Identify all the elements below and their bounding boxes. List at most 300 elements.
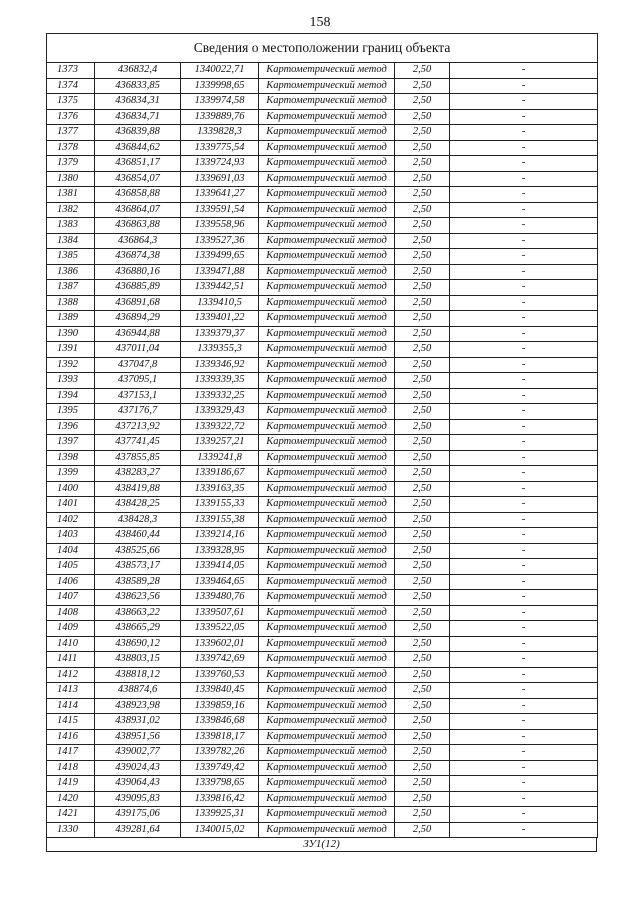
cell-point-number: 1388 [47, 295, 95, 311]
cell-coordinate-x: 438663,22 [95, 605, 181, 621]
table-row [47, 187, 598, 203]
cell-method: Картометрический метод [259, 791, 395, 807]
cell-coordinate-x: 437176,7 [95, 404, 181, 420]
cell-point-number: 1420 [47, 791, 95, 807]
cell-method: Картометрический метод [259, 636, 395, 652]
cell-coordinate-y: 1339322,72 [181, 419, 259, 435]
cell-coordinate-y: 1339602,01 [181, 636, 259, 652]
cell-point-number: 1401 [47, 497, 95, 513]
cell-accuracy: 2,50 [395, 822, 450, 838]
cell-method: Картометрический метод [259, 512, 395, 528]
cell-description: - [450, 714, 598, 730]
cell-coordinate-y: 1339346,92 [181, 357, 259, 373]
cell-coordinate-x: 436874,38 [95, 249, 181, 265]
cell-description: - [450, 388, 598, 404]
cell-coordinate-x: 436863,88 [95, 218, 181, 234]
cell-point-number: 1374 [47, 78, 95, 94]
cell-coordinate-x: 436944,88 [95, 326, 181, 342]
table-row [47, 295, 598, 311]
cell-point-number: 1413 [47, 683, 95, 699]
cell-method: Картометрический метод [259, 218, 395, 234]
cell-method: Картометрический метод [259, 481, 395, 497]
cell-description: - [450, 807, 598, 823]
cell-point-number: 1405 [47, 559, 95, 575]
cell-coordinate-x: 437213,92 [95, 419, 181, 435]
table-row [47, 574, 598, 590]
cell-accuracy: 2,50 [395, 683, 450, 699]
cell-method: Картометрический метод [259, 233, 395, 249]
cell-method: Картометрический метод [259, 202, 395, 218]
table-title: Сведения о местоположении границ объекта [47, 34, 598, 63]
cell-coordinate-y: 1339410,5 [181, 295, 259, 311]
cell-description: - [450, 342, 598, 358]
cell-description: - [450, 590, 598, 606]
table-row [47, 714, 598, 730]
cell-description: - [450, 94, 598, 110]
cell-description: - [450, 528, 598, 544]
cell-coordinate-x: 438283,27 [95, 466, 181, 482]
cell-coordinate-x: 438665,29 [95, 621, 181, 637]
table-row [47, 636, 598, 652]
cell-coordinate-y: 1339974,58 [181, 94, 259, 110]
cell-coordinate-y: 1339527,36 [181, 233, 259, 249]
cell-description: - [450, 667, 598, 683]
cell-accuracy: 2,50 [395, 652, 450, 668]
cell-accuracy: 2,50 [395, 388, 450, 404]
cell-coordinate-x: 436885,89 [95, 280, 181, 296]
cell-description: - [450, 249, 598, 265]
cell-description: - [450, 187, 598, 203]
cell-description: - [450, 652, 598, 668]
cell-method: Картометрический метод [259, 187, 395, 203]
cell-coordinate-y: 1339339,35 [181, 373, 259, 389]
cell-method: Картометрический метод [259, 264, 395, 280]
cell-method: Картометрический метод [259, 435, 395, 451]
cell-accuracy: 2,50 [395, 745, 450, 761]
table-row [47, 202, 598, 218]
cell-accuracy: 2,50 [395, 94, 450, 110]
cell-coordinate-y: 1339816,42 [181, 791, 259, 807]
cell-description: - [450, 233, 598, 249]
cell-point-number: 1421 [47, 807, 95, 823]
cell-description: - [450, 729, 598, 745]
cell-point-number: 1411 [47, 652, 95, 668]
cell-method: Картометрический метод [259, 822, 395, 838]
cell-point-number: 1408 [47, 605, 95, 621]
cell-point-number: 1400 [47, 481, 95, 497]
cell-coordinate-y: 1340015,02 [181, 822, 259, 838]
cell-accuracy: 2,50 [395, 78, 450, 94]
cell-description: - [450, 698, 598, 714]
cell-description: - [450, 574, 598, 590]
cell-method: Картометрический метод [259, 357, 395, 373]
cell-coordinate-y: 1339379,37 [181, 326, 259, 342]
cell-accuracy: 2,50 [395, 233, 450, 249]
cell-description: - [450, 481, 598, 497]
cell-method: Картометрический метод [259, 466, 395, 482]
table-row [47, 109, 598, 125]
cell-accuracy: 2,50 [395, 605, 450, 621]
cell-coordinate-y: 1339691,03 [181, 171, 259, 187]
cell-coordinate-x: 436844,62 [95, 140, 181, 156]
cell-point-number: 1404 [47, 543, 95, 559]
cell-coordinate-y: 1339859,16 [181, 698, 259, 714]
page-number: 158 [309, 15, 331, 30]
cell-coordinate-y: 1339724,93 [181, 156, 259, 172]
cell-point-number: 1392 [47, 357, 95, 373]
table-row [47, 342, 598, 358]
table-row [47, 760, 598, 776]
table-row [47, 807, 598, 823]
cell-description: - [450, 419, 598, 435]
cell-point-number: 1393 [47, 373, 95, 389]
cell-accuracy: 2,50 [395, 791, 450, 807]
cell-coordinate-x: 438923,98 [95, 698, 181, 714]
cell-description: - [450, 156, 598, 172]
cell-point-number: 1410 [47, 636, 95, 652]
table-row [47, 125, 598, 141]
cell-method: Картометрический метод [259, 590, 395, 606]
cell-method: Картометрический метод [259, 652, 395, 668]
cell-method: Картометрический метод [259, 760, 395, 776]
cell-coordinate-y: 1339840,45 [181, 683, 259, 699]
cell-point-number: 1386 [47, 264, 95, 280]
table-row [47, 481, 598, 497]
cell-method: Картометрический метод [259, 373, 395, 389]
cell-accuracy: 2,50 [395, 63, 450, 79]
cell-description: - [450, 450, 598, 466]
cell-accuracy: 2,50 [395, 156, 450, 172]
cell-coordinate-y: 1339163,35 [181, 481, 259, 497]
cell-method: Картометрический метод [259, 94, 395, 110]
cell-coordinate-y: 1339641,27 [181, 187, 259, 203]
table-row [47, 512, 598, 528]
cell-accuracy: 2,50 [395, 621, 450, 637]
cell-coordinate-x: 439024,43 [95, 760, 181, 776]
table-row [47, 435, 598, 451]
cell-coordinate-x: 436832,4 [95, 63, 181, 79]
cell-accuracy: 2,50 [395, 714, 450, 730]
cell-accuracy: 2,50 [395, 357, 450, 373]
cell-method: Картометрический метод [259, 667, 395, 683]
cell-description: - [450, 357, 598, 373]
cell-coordinate-x: 437047,8 [95, 357, 181, 373]
cell-accuracy: 2,50 [395, 512, 450, 528]
cell-coordinate-x: 438419,88 [95, 481, 181, 497]
cell-coordinate-y: 1339742,69 [181, 652, 259, 668]
cell-point-number: 1379 [47, 156, 95, 172]
cell-description: - [450, 202, 598, 218]
cell-coordinate-x: 437741,45 [95, 435, 181, 451]
cell-coordinate-y: 1339775,54 [181, 140, 259, 156]
cell-method: Картометрический метод [259, 683, 395, 699]
cell-coordinate-x: 438428,25 [95, 497, 181, 513]
table-row [47, 218, 598, 234]
table-row [47, 698, 598, 714]
cell-coordinate-x: 436880,16 [95, 264, 181, 280]
cell-point-number: 1402 [47, 512, 95, 528]
cell-coordinate-x: 438951,56 [95, 729, 181, 745]
cell-description: - [450, 636, 598, 652]
cell-description: - [450, 435, 598, 451]
cell-method: Картометрический метод [259, 729, 395, 745]
table-row [47, 450, 598, 466]
cell-coordinate-y: 1339828,3 [181, 125, 259, 141]
cell-coordinate-y: 1339591,54 [181, 202, 259, 218]
cell-method: Картометрический метод [259, 714, 395, 730]
cell-coordinate-x: 436894,29 [95, 311, 181, 327]
cell-coordinate-y: 1339155,38 [181, 512, 259, 528]
cell-description: - [450, 605, 598, 621]
cell-accuracy: 2,50 [395, 419, 450, 435]
cell-method: Картометрический метод [259, 295, 395, 311]
cell-description: - [450, 543, 598, 559]
cell-description: - [450, 63, 598, 79]
cell-accuracy: 2,50 [395, 187, 450, 203]
table-row [47, 357, 598, 373]
cell-accuracy: 2,50 [395, 497, 450, 513]
cell-accuracy: 2,50 [395, 264, 450, 280]
cell-method: Картометрический метод [259, 419, 395, 435]
cell-coordinate-x: 438428,3 [95, 512, 181, 528]
cell-method: Картометрический метод [259, 543, 395, 559]
cell-coordinate-y: 1339818,17 [181, 729, 259, 745]
cell-accuracy: 2,50 [395, 698, 450, 714]
cell-accuracy: 2,50 [395, 807, 450, 823]
boundary-coordinates-table [46, 33, 598, 838]
cell-description: - [450, 326, 598, 342]
cell-description: - [450, 466, 598, 482]
cell-accuracy: 2,50 [395, 776, 450, 792]
cell-coordinate-y: 1339401,22 [181, 311, 259, 327]
table-row [47, 683, 598, 699]
cell-accuracy: 2,50 [395, 450, 450, 466]
cell-coordinate-y: 1339214,16 [181, 528, 259, 544]
cell-accuracy: 2,50 [395, 590, 450, 606]
cell-description: - [450, 311, 598, 327]
cell-coordinate-x: 436839,88 [95, 125, 181, 141]
cell-accuracy: 2,50 [395, 481, 450, 497]
cell-accuracy: 2,50 [395, 202, 450, 218]
cell-coordinate-y: 1339760,53 [181, 667, 259, 683]
table-row [47, 233, 598, 249]
table-row [47, 78, 598, 94]
cell-coordinate-x: 439002,77 [95, 745, 181, 761]
table-row [47, 249, 598, 265]
cell-accuracy: 2,50 [395, 435, 450, 451]
cell-coordinate-y: 1339558,96 [181, 218, 259, 234]
cell-coordinate-y: 1340022,71 [181, 63, 259, 79]
cell-point-number: 1376 [47, 109, 95, 125]
cell-coordinate-y: 1339442,51 [181, 280, 259, 296]
cell-description: - [450, 404, 598, 420]
cell-description: - [450, 171, 598, 187]
table-row [47, 419, 598, 435]
cell-point-number: 1387 [47, 280, 95, 296]
cell-accuracy: 2,50 [395, 636, 450, 652]
cell-accuracy: 2,50 [395, 667, 450, 683]
cell-coordinate-y: 1339471,88 [181, 264, 259, 280]
cell-description: - [450, 497, 598, 513]
cell-coordinate-y: 1339329,43 [181, 404, 259, 420]
cell-point-number: 1399 [47, 466, 95, 482]
cell-point-number: 1407 [47, 590, 95, 606]
cell-accuracy: 2,50 [395, 404, 450, 420]
table-row [47, 528, 598, 544]
table-row [47, 729, 598, 745]
cell-coordinate-y: 1339798,65 [181, 776, 259, 792]
table-row [47, 156, 598, 172]
cell-point-number: 1378 [47, 140, 95, 156]
table-row [47, 621, 598, 637]
cell-coordinate-x: 438931,02 [95, 714, 181, 730]
cell-coordinate-x: 438874,6 [95, 683, 181, 699]
cell-method: Картометрический метод [259, 388, 395, 404]
cell-method: Картометрический метод [259, 156, 395, 172]
cell-point-number: 1395 [47, 404, 95, 420]
cell-method: Картометрический метод [259, 249, 395, 265]
cell-method: Картометрический метод [259, 342, 395, 358]
cell-accuracy: 2,50 [395, 528, 450, 544]
cell-method: Картометрический метод [259, 140, 395, 156]
cell-method: Картометрический метод [259, 605, 395, 621]
cell-point-number: 1412 [47, 667, 95, 683]
table-row [47, 388, 598, 404]
cell-coordinate-x: 439095,83 [95, 791, 181, 807]
cell-coordinate-x: 438803,15 [95, 652, 181, 668]
cell-method: Картометрический метод [259, 450, 395, 466]
cell-accuracy: 2,50 [395, 466, 450, 482]
cell-method: Картометрический метод [259, 807, 395, 823]
cell-description: - [450, 280, 598, 296]
cell-description: - [450, 791, 598, 807]
cell-description: - [450, 264, 598, 280]
cell-coordinate-x: 436891,68 [95, 295, 181, 311]
cell-coordinate-x: 439064,43 [95, 776, 181, 792]
cell-point-number: 1419 [47, 776, 95, 792]
cell-point-number: 1416 [47, 729, 95, 745]
boundary-table-frame [46, 33, 597, 852]
cell-description: - [450, 559, 598, 575]
cell-coordinate-x: 436834,31 [95, 94, 181, 110]
cell-coordinate-x: 438623,56 [95, 590, 181, 606]
cell-method: Картометрический метод [259, 574, 395, 590]
cell-accuracy: 2,50 [395, 125, 450, 141]
cell-coordinate-x: 438818,12 [95, 667, 181, 683]
cell-accuracy: 2,50 [395, 280, 450, 296]
cell-coordinate-y: 1339998,65 [181, 78, 259, 94]
table-row [47, 822, 598, 838]
cell-point-number: 1330 [47, 822, 95, 838]
cell-method: Картометрический метод [259, 63, 395, 79]
cell-accuracy: 2,50 [395, 140, 450, 156]
cell-coordinate-x: 436858,88 [95, 187, 181, 203]
cell-method: Картометрический метод [259, 528, 395, 544]
cell-point-number: 1409 [47, 621, 95, 637]
cell-coordinate-x: 436864,07 [95, 202, 181, 218]
cell-coordinate-y: 1339186,67 [181, 466, 259, 482]
cell-coordinate-y: 1339749,42 [181, 760, 259, 776]
table-row [47, 326, 598, 342]
cell-point-number: 1397 [47, 435, 95, 451]
cell-method: Картометрический метод [259, 78, 395, 94]
cell-point-number: 1414 [47, 698, 95, 714]
table-row [47, 543, 598, 559]
cell-method: Картометрический метод [259, 698, 395, 714]
cell-coordinate-x: 436851,17 [95, 156, 181, 172]
cell-coordinate-y: 1339464,65 [181, 574, 259, 590]
cell-point-number: 1377 [47, 125, 95, 141]
cell-point-number: 1394 [47, 388, 95, 404]
table-row [47, 94, 598, 110]
table-row [47, 311, 598, 327]
cell-point-number: 1403 [47, 528, 95, 544]
cell-coordinate-y: 1339257,21 [181, 435, 259, 451]
cell-coordinate-x: 439281,64 [95, 822, 181, 838]
cell-point-number: 1391 [47, 342, 95, 358]
cell-coordinate-y: 1339522,05 [181, 621, 259, 637]
cell-coordinate-y: 1339507,61 [181, 605, 259, 621]
cell-coordinate-x: 436834,71 [95, 109, 181, 125]
cell-coordinate-x: 437095,1 [95, 373, 181, 389]
cell-description: - [450, 512, 598, 528]
table-row [47, 497, 598, 513]
cell-accuracy: 2,50 [395, 559, 450, 575]
table-row [47, 140, 598, 156]
cell-description: - [450, 140, 598, 156]
cell-method: Картометрический метод [259, 559, 395, 575]
cell-coordinate-y: 1339480,76 [181, 590, 259, 606]
cell-description: - [450, 125, 598, 141]
table-row [47, 745, 598, 761]
cell-coordinate-y: 1339332,25 [181, 388, 259, 404]
table-row [47, 280, 598, 296]
cell-coordinate-x: 438460,44 [95, 528, 181, 544]
cell-description: - [450, 683, 598, 699]
cell-accuracy: 2,50 [395, 574, 450, 590]
cell-coordinate-x: 436854,07 [95, 171, 181, 187]
table-body [47, 63, 598, 838]
table-row [47, 404, 598, 420]
table-row [47, 590, 598, 606]
parcel-label: ЗУ1(12) [46, 838, 597, 852]
cell-point-number: 1389 [47, 311, 95, 327]
cell-coordinate-y: 1339241,8 [181, 450, 259, 466]
cell-coordinate-x: 438589,28 [95, 574, 181, 590]
cell-description: - [450, 621, 598, 637]
cell-description: - [450, 109, 598, 125]
cell-coordinate-x: 439175,06 [95, 807, 181, 823]
cell-coordinate-x: 436833,85 [95, 78, 181, 94]
table-row [47, 605, 598, 621]
cell-point-number: 1375 [47, 94, 95, 110]
cell-coordinate-y: 1339414,05 [181, 559, 259, 575]
cell-point-number: 1380 [47, 171, 95, 187]
cell-point-number: 1382 [47, 202, 95, 218]
cell-accuracy: 2,50 [395, 295, 450, 311]
cell-accuracy: 2,50 [395, 249, 450, 265]
cell-point-number: 1381 [47, 187, 95, 203]
cell-accuracy: 2,50 [395, 760, 450, 776]
cell-coordinate-y: 1339846,68 [181, 714, 259, 730]
cell-method: Картометрический метод [259, 311, 395, 327]
cell-coordinate-y: 1339889,76 [181, 109, 259, 125]
cell-point-number: 1373 [47, 63, 95, 79]
cell-point-number: 1406 [47, 574, 95, 590]
cell-accuracy: 2,50 [395, 543, 450, 559]
cell-point-number: 1385 [47, 249, 95, 265]
cell-method: Картометрический метод [259, 404, 395, 420]
